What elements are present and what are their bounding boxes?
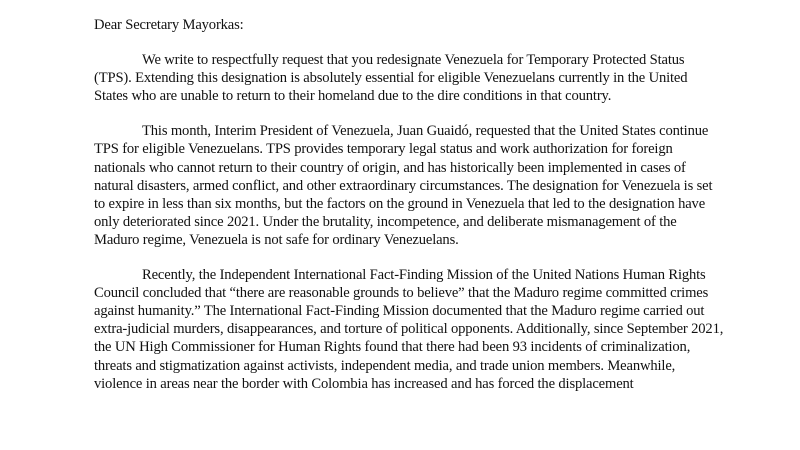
paragraph-guaido-request: This month, Interim President of Venezuela, Juan Guaidó, requested that the United States continue TPS for eligible Venezuelans. TPS provides temporary legal status and work authorization for foreign nationals who cannot return to their country of origin, and has historically been implemented in cases of natural disasters, armed conflict, and other extraordinary circumstances. The designation for Venezuela is set to expire in less than six months, but the factors on the ground in Venezuela that led to the designation have only deteriorated since 2021. Under the brutality, incompetence, and deliberate mismanagement of the Maduro regime, Venezuela is not safe for ordinary Venezuelans. — [94, 123, 713, 248]
paragraph-tps-request: We write to respectfully request that you redesignate Venezuela for Temporary Protected Status (TPS). Extending this designation is absolutely essential for eligible Venezuelans currently in the United States who are unable to return to their homeland due to the dire conditions in that country. — [94, 52, 688, 105]
paragraph-un-findings: Recently, the Independent International Fact-Finding Mission of the United Nations Human Rights Council concluded that “there are reasonable grounds to believe” that the Maduro regime committed crimes against humanity.” The International Fact-Finding Mission documented that the Maduro regime carried out extra-judicial murders, disappearances, and torture of political opponents. Additionally, since September 2021, the UN High Commissioner for Human Rights found that there had been 93 incidents of criminalization, threats and stigmatization against activists, independent media, and trade union members. Meanwhile, violence in areas near the border with Colombia has increased and has forced the displacement — [94, 267, 724, 392]
salutation: Dear Secretary Mayorkas: — [94, 17, 244, 33]
letter-body — [94, 16, 724, 410]
